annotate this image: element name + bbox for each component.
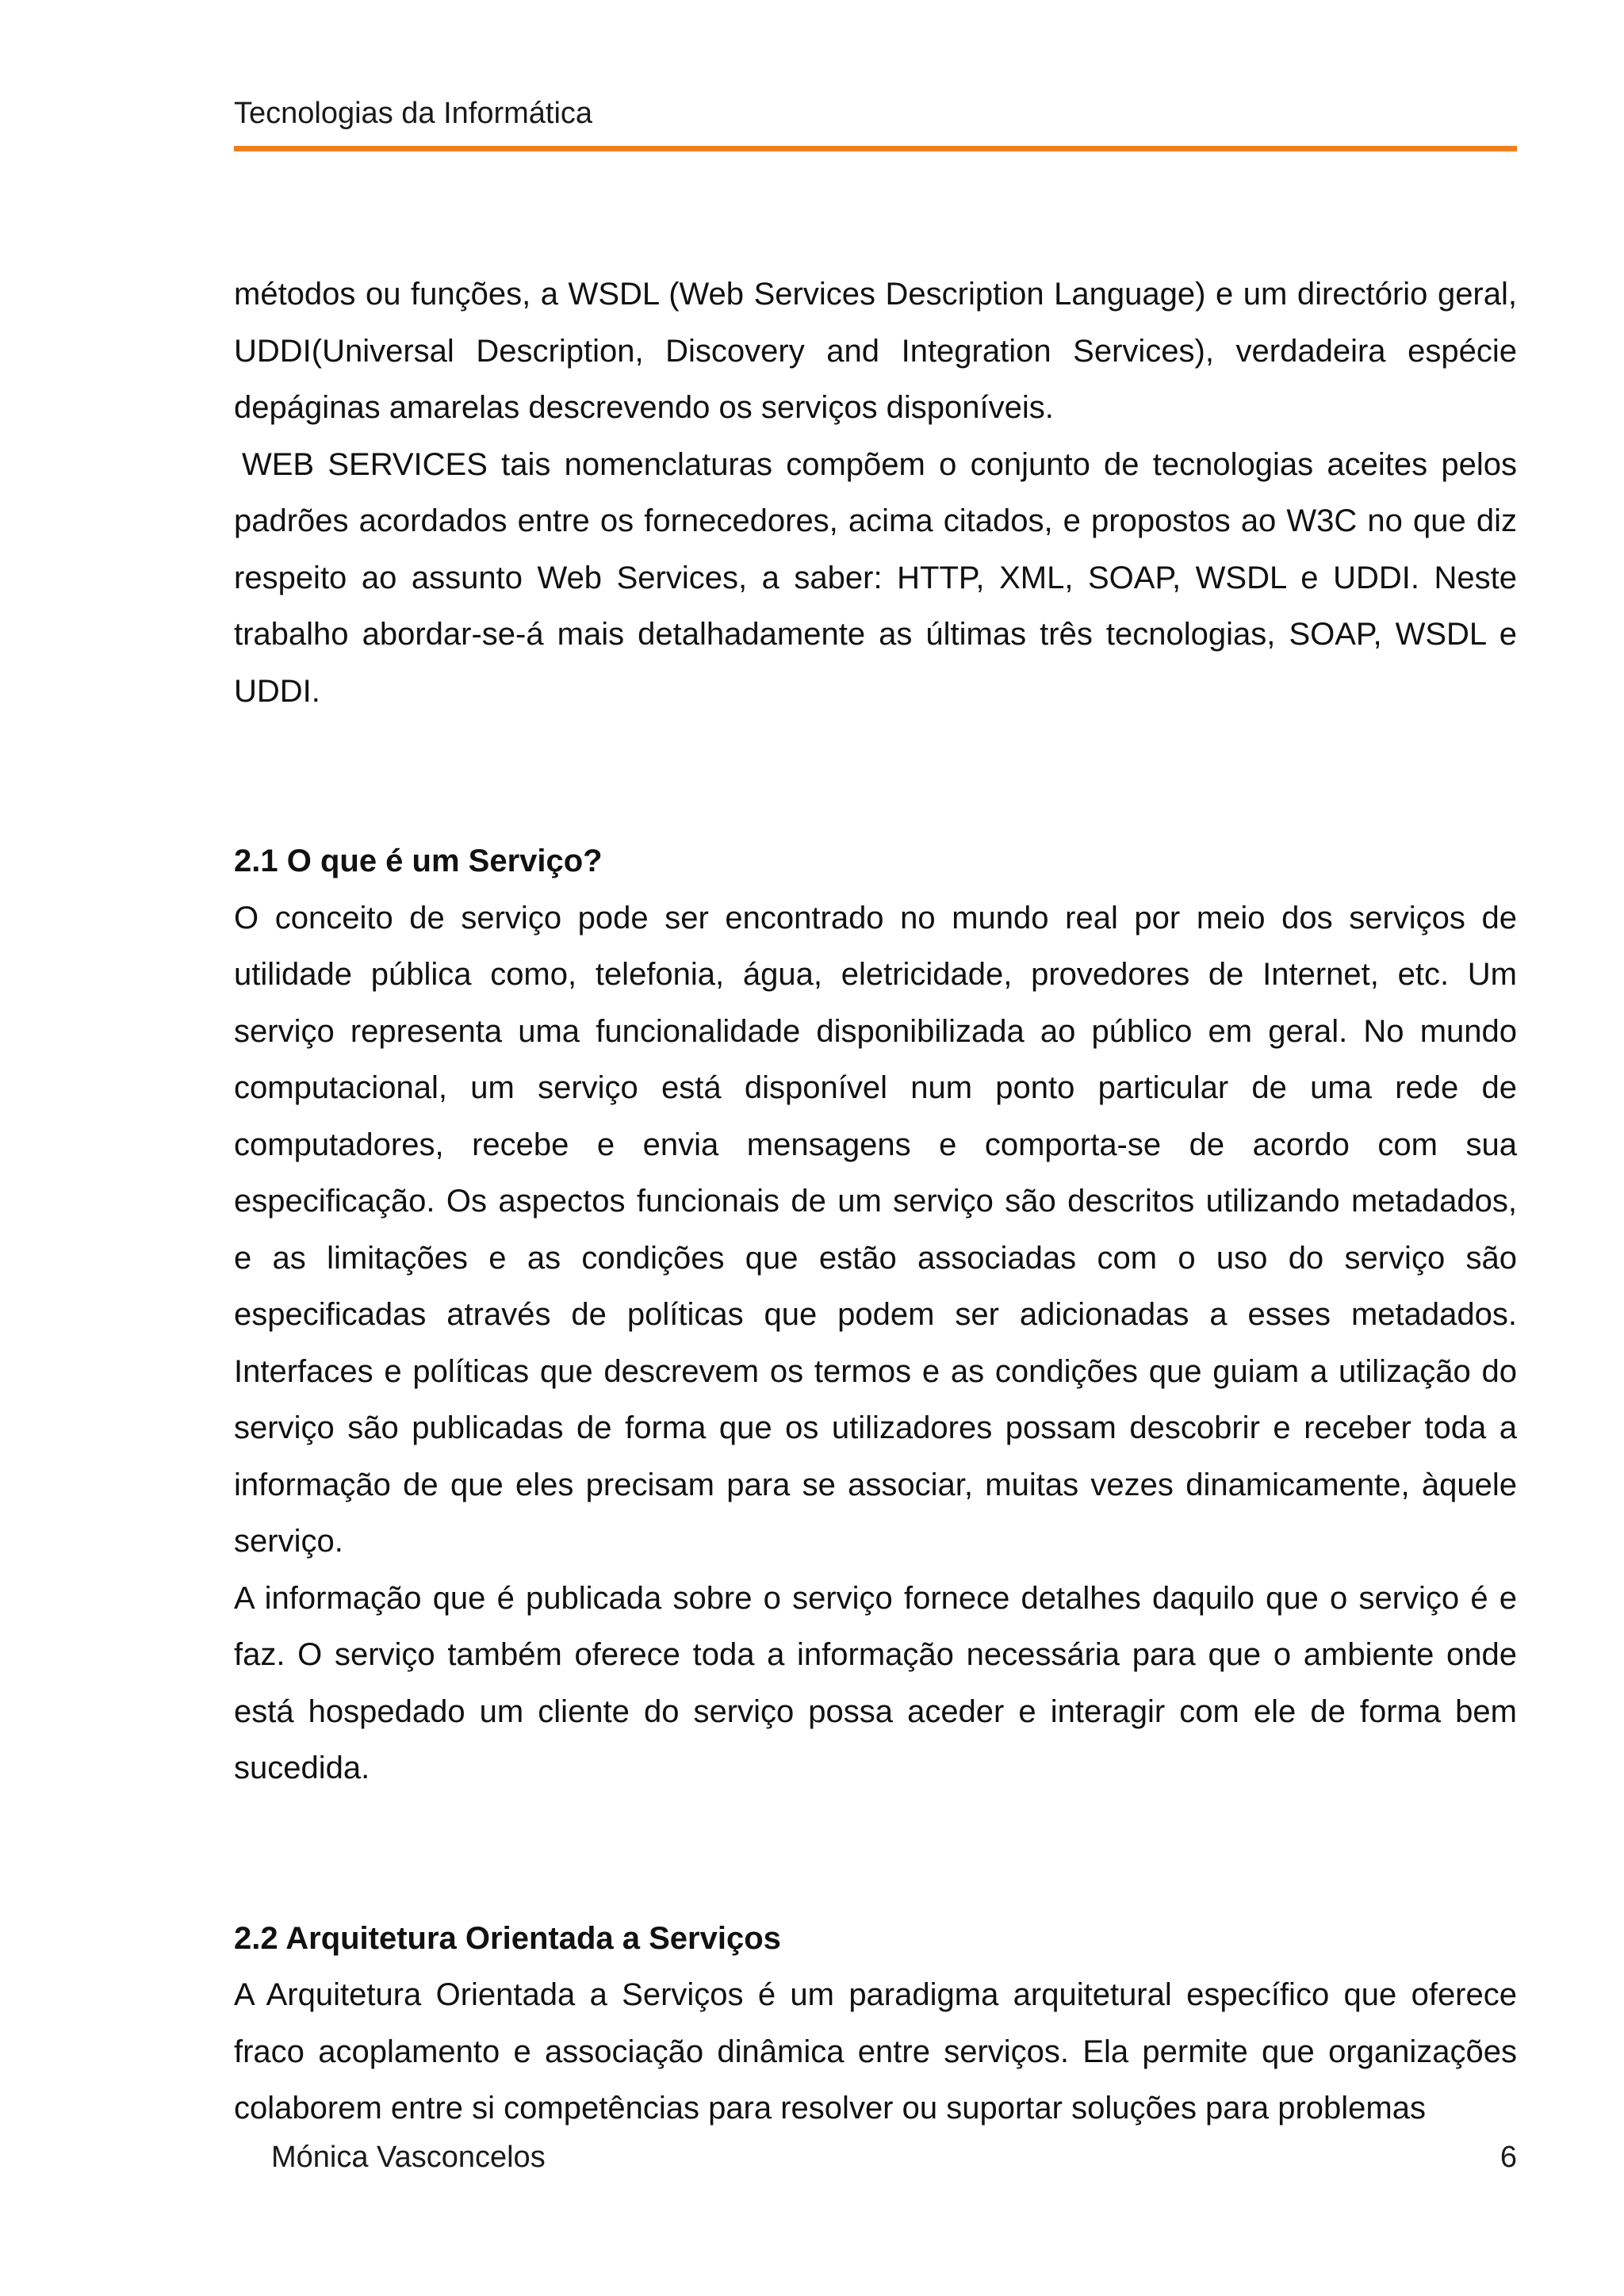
- page-footer: [234, 2137, 1517, 2177]
- section-2-1-heading: 2.1 O que é um Serviço?: [234, 844, 603, 878]
- section-2-1-paragraph-2: A informação que é publicada sobre o serviço fornece detalhes daquilo que o serviço é e faz. O serviço também oferece toda a informação necessária para que o ambiente onde está hospedado um cliente do serviço possa aceder e interagir com ele de forma bem sucedida.: [234, 1580, 1517, 1785]
- section-spacer: [234, 720, 1517, 833]
- section-spacer: [234, 1797, 1517, 1911]
- page-header: [234, 94, 1517, 151]
- header-rule: [234, 146, 1517, 151]
- section-2-2-heading: 2.2 Arquitetura Orientada a Serviços: [234, 1920, 781, 1956]
- intro-paragraph-1: métodos ou funções, a WSDL (Web Services Description Language) e um directório geral, UDDI(Universal Description, Discovery and Integration Services), verdadeira espécie depáginas amarelas descrevendo os serviços disponíveis.: [234, 277, 1517, 425]
- footer-author: Mónica Vasconcelos: [271, 2141, 546, 2174]
- section-2-2-paragraph-1: A Arquitetura Orientada a Serviços é um paradigma arquitetural específico que oferece fraco acoplamento e associação dinâmica entre serviços. Ela permite que organizações colaborem entre si competências para resolver ou suportar soluções para problemas: [234, 1977, 1517, 2126]
- page-number: 6: [1500, 2141, 1517, 2174]
- intro-paragraph-2: WEB SERVICES tais nomenclaturas compõem o conjunto de tecnologias aceites pelos padrões acordados entre os fornecedores, acima citados, e propostos ao W3C no que diz respeito ao assunto Web Services, a saber: HTTP, XML, SOAP, WSDL e UDDI. Neste trabalho abordar-se-á mais detalhadamente as últimas três tecnologias, SOAP, WSDL e UDDI.: [234, 446, 1517, 709]
- header-title: Tecnologias da Informática: [234, 97, 593, 130]
- section-2-1-paragraph-1: O conceito de serviço pode ser encontrado no mundo real por meio dos serviços de utilidade pública como, telefonia, água, eletricidade, provedores de Internet, etc. Um serviço representa uma funcionalidade disponibilizada ao público em geral. No mundo computacional, um serviço está disponível num ponto particular de uma rede de computadores, recebe e envia mensagens e comporta-se de acordo com sua especificação. Os aspectos funcionais de um serviço são descritos utilizando metadados, e as limitações e as condições que estão associadas com o uso do serviço são especificadas através de políticas que podem ser adicionadas a esses metadados. Interfaces e políticas que descrevem os termos e as condições que guiam a utilização do serviço são publicadas de forma que os utilizadores possam descobrir e receber toda a informação de que eles precisam para se associar, muitas vezes dinamicamente, àquele serviço.: [234, 900, 1517, 1559]
- document-body: [234, 266, 1517, 2137]
